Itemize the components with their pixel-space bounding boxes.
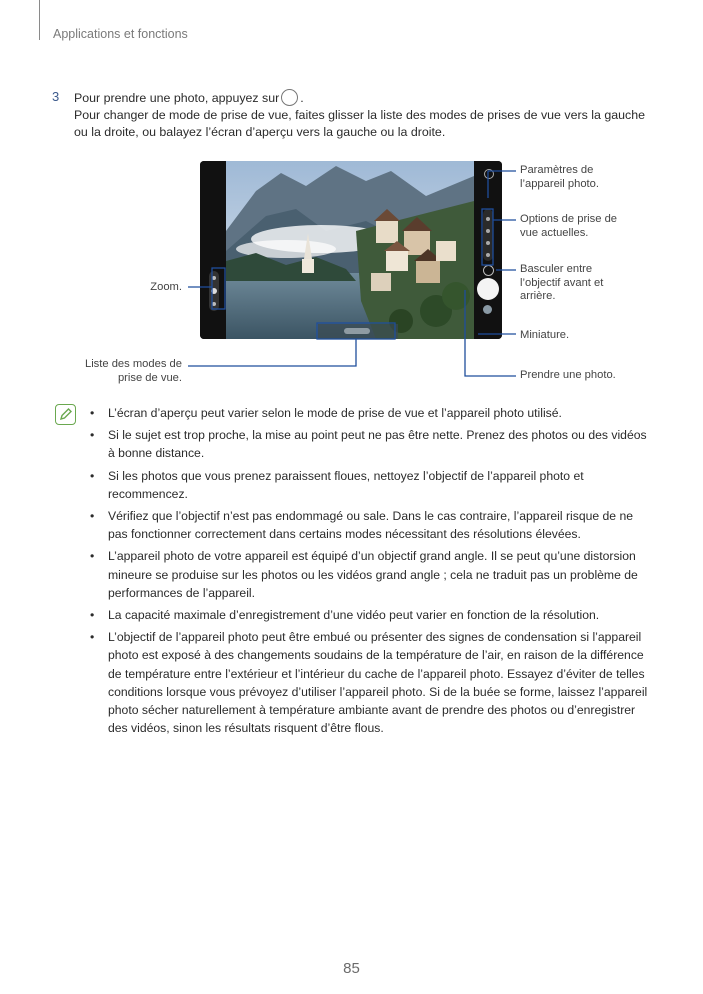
note-text: La capacité maximale d’enregistrement d’une vidéo peut varier en fonction de la résolution. bbox=[108, 608, 600, 623]
bullet-icon: • bbox=[90, 608, 95, 623]
section-title: Applications et fonctions bbox=[53, 27, 188, 41]
note-item bbox=[88, 467, 653, 503]
bullet-icon: • bbox=[90, 468, 95, 483]
note-text: Vérifiez que l’objectif n’est pas endommagé ou sale. Dans le cas contraire, l’appareil risque de ne pas fonctionner correctement dans certains modes nécessitant des résolutions élevées. bbox=[108, 509, 634, 542]
note-item bbox=[88, 426, 653, 462]
step-line-1-text: Pour prendre une photo, appuyez sur bbox=[74, 91, 280, 105]
callout-thumbnail: Miniature. bbox=[520, 329, 570, 341]
callout-box-options bbox=[482, 209, 493, 265]
note-text: Si le sujet est trop proche, la mise au point peut ne pas être nette. Prenez des photos ou des vidéos à bonne distance. bbox=[108, 428, 647, 461]
note-item bbox=[88, 628, 653, 737]
note-item bbox=[88, 547, 653, 602]
callout-line-modes bbox=[188, 339, 356, 366]
bullet-icon: • bbox=[90, 630, 95, 645]
note-item bbox=[88, 507, 653, 543]
callout-take-photo: Prendre une photo. bbox=[520, 369, 616, 381]
callout-box-zoom bbox=[212, 268, 225, 309]
callout-current-options: Options de prise de vue actuelles. bbox=[520, 213, 618, 239]
bullet-icon: • bbox=[90, 509, 95, 524]
note-text: L’objectif de l’appareil photo peut être embué ou présenter des signes de condensation si l’appareil photo est exposé à des changements soudains de la température de l’air, en raison de la différence de température entre l’extérieur et l’intérieur du cache de l’appareil photo. Essayez d’éviter de telles conditions lorsque vous prévoyez d’utiliser l’appareil photo. Si de la buée se forme, laissez l’appareil photo sécher naturellement à température ambiante avant de prendre des photos ou d’enregistrer des vidéos, sinon les résultats risquent d’être flous. bbox=[108, 630, 648, 736]
notes-list bbox=[88, 404, 653, 741]
step-line-2: Pour changer de mode de prise de vue, faites glisser la liste des modes de prises de vue vers la gauche bbox=[74, 108, 645, 122]
step-line-3: ou la droite, ou balayez l’écran d’aperçu vers la gauche ou la droite. bbox=[74, 125, 446, 139]
page-number: 85 bbox=[343, 960, 360, 977]
step-line-1-end: . bbox=[300, 91, 304, 105]
note-text: L’écran d’aperçu peut varier selon le mode de prise de vue et l’appareil photo utilisé. bbox=[108, 406, 562, 420]
callout-camera-settings: Paramètres de l’appareil photo. bbox=[520, 164, 599, 190]
callout-switch-lens: Basculer entre l’objectif avant et arrière. bbox=[520, 263, 604, 302]
step-number: 3 bbox=[52, 89, 60, 104]
note-item bbox=[88, 606, 653, 624]
bullet-icon: • bbox=[90, 549, 95, 564]
note-text: L’appareil photo de votre appareil est équipé d’un objectif grand angle. Il se peut qu’une distorsion mineure se produise sur les photos ou les vidéos grand angle ; cela ne traduit pas un problème de performances de l’appareil. bbox=[108, 549, 638, 600]
note-text: Si les photos que vous prenez paraissent floues, nettoyez l’objectif de l’appareil photo et recommencez. bbox=[108, 468, 584, 501]
note-item bbox=[88, 404, 653, 422]
callout-line-settings bbox=[488, 171, 516, 198]
callout-zoom: Zoom. bbox=[150, 281, 182, 293]
callout-box-modes bbox=[317, 323, 395, 339]
bullet-icon: • bbox=[90, 428, 95, 443]
bullet-icon: • bbox=[90, 406, 95, 420]
note-icon bbox=[55, 404, 76, 425]
callout-modes-list: Liste des modes de prise de vue. bbox=[84, 358, 182, 384]
callout-line-shutter bbox=[465, 290, 516, 376]
